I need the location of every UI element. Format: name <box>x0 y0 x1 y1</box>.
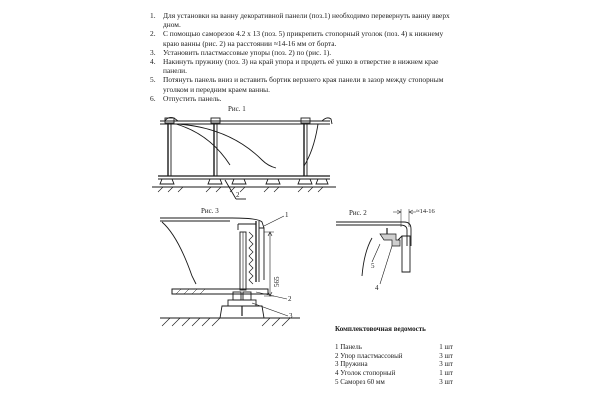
kit-list-item <box>335 378 453 387</box>
figure-2-callout-5: 5 <box>371 262 375 270</box>
step-text: С помощью саморезов 4.2 х 13 (поз. 5) прикрепить стопорный уголок (поз. 4) к нижнему краю ванны (рис. 2) на расстоянии ≈14-16 мм от борта. <box>163 29 444 48</box>
step-number: 2. <box>150 29 156 39</box>
figure-1-callout-2: 2 <box>236 191 240 199</box>
kit-item-qty: 3 шт <box>439 360 453 369</box>
figure-3-title: Рис. 3 <box>201 207 219 215</box>
step-text: Установить пластмассовые упоры (поз. 2) по (рис. 1). <box>163 47 332 57</box>
figure-2-title: Рис. 2 <box>349 209 367 217</box>
kit-list <box>335 325 453 387</box>
step-number: 1. <box>150 11 156 20</box>
figure-1-bath-side-view <box>152 105 336 199</box>
kit-item-name: 2 Упор пластмассовый <box>335 351 403 360</box>
figure-3-callout-2: 2 <box>288 295 292 303</box>
step-text: Потянуть панель вниз и вставить бортик верхнего края панели в зазор между стопорным уголком и передним краем ванны. <box>163 75 444 94</box>
kit-item-name: 4 Уголок стопорный <box>335 369 396 378</box>
figure-3-callout-3: 3 <box>289 312 293 320</box>
kit-item-qty: 1 шт <box>439 342 453 351</box>
figure-3-callout-1: 1 <box>285 211 289 219</box>
step-number: 3. <box>150 47 156 57</box>
kit-list-item <box>335 369 453 378</box>
kit-item-qty: 3 шт <box>439 351 453 360</box>
kit-list-item <box>335 343 453 352</box>
figure-2-dimension: ≈14-16 <box>416 208 435 215</box>
step-number: 4. <box>150 57 156 67</box>
figure-2-callout-4: 4 <box>375 284 379 292</box>
step-text: Для установки на ванну декоративной панели (поз.1) необходимо перевернуть ванну вверх дном. <box>163 11 450 30</box>
step-number: 5. <box>150 75 156 85</box>
step-number: 6. <box>150 93 156 103</box>
kit-list-title: Комплектовочная ведомость <box>335 325 426 333</box>
figure-3-detail-section <box>160 207 300 326</box>
kit-item-qty: 1 шт <box>439 369 453 378</box>
step-text: Отпустить панель. <box>163 93 222 103</box>
kit-list-item <box>335 352 453 361</box>
figure-1-title: Рис. 1 <box>228 105 246 113</box>
kit-item-name: 1 Панель <box>335 342 362 351</box>
figure-2-stopper-angle-detail <box>336 208 435 292</box>
kit-item-name: 5 Саморез 60 мм <box>335 377 385 386</box>
figure-3-dimension: 565 <box>273 276 281 287</box>
step-text: Накинуть пружину (поз. 3) на край упора и продеть её ушко в отверстие в нижнем крае панели. <box>163 57 439 76</box>
kit-item-name: 3 Пружина <box>335 360 368 369</box>
kit-item-qty: 3 шт <box>439 377 453 386</box>
kit-list-item <box>335 360 453 369</box>
